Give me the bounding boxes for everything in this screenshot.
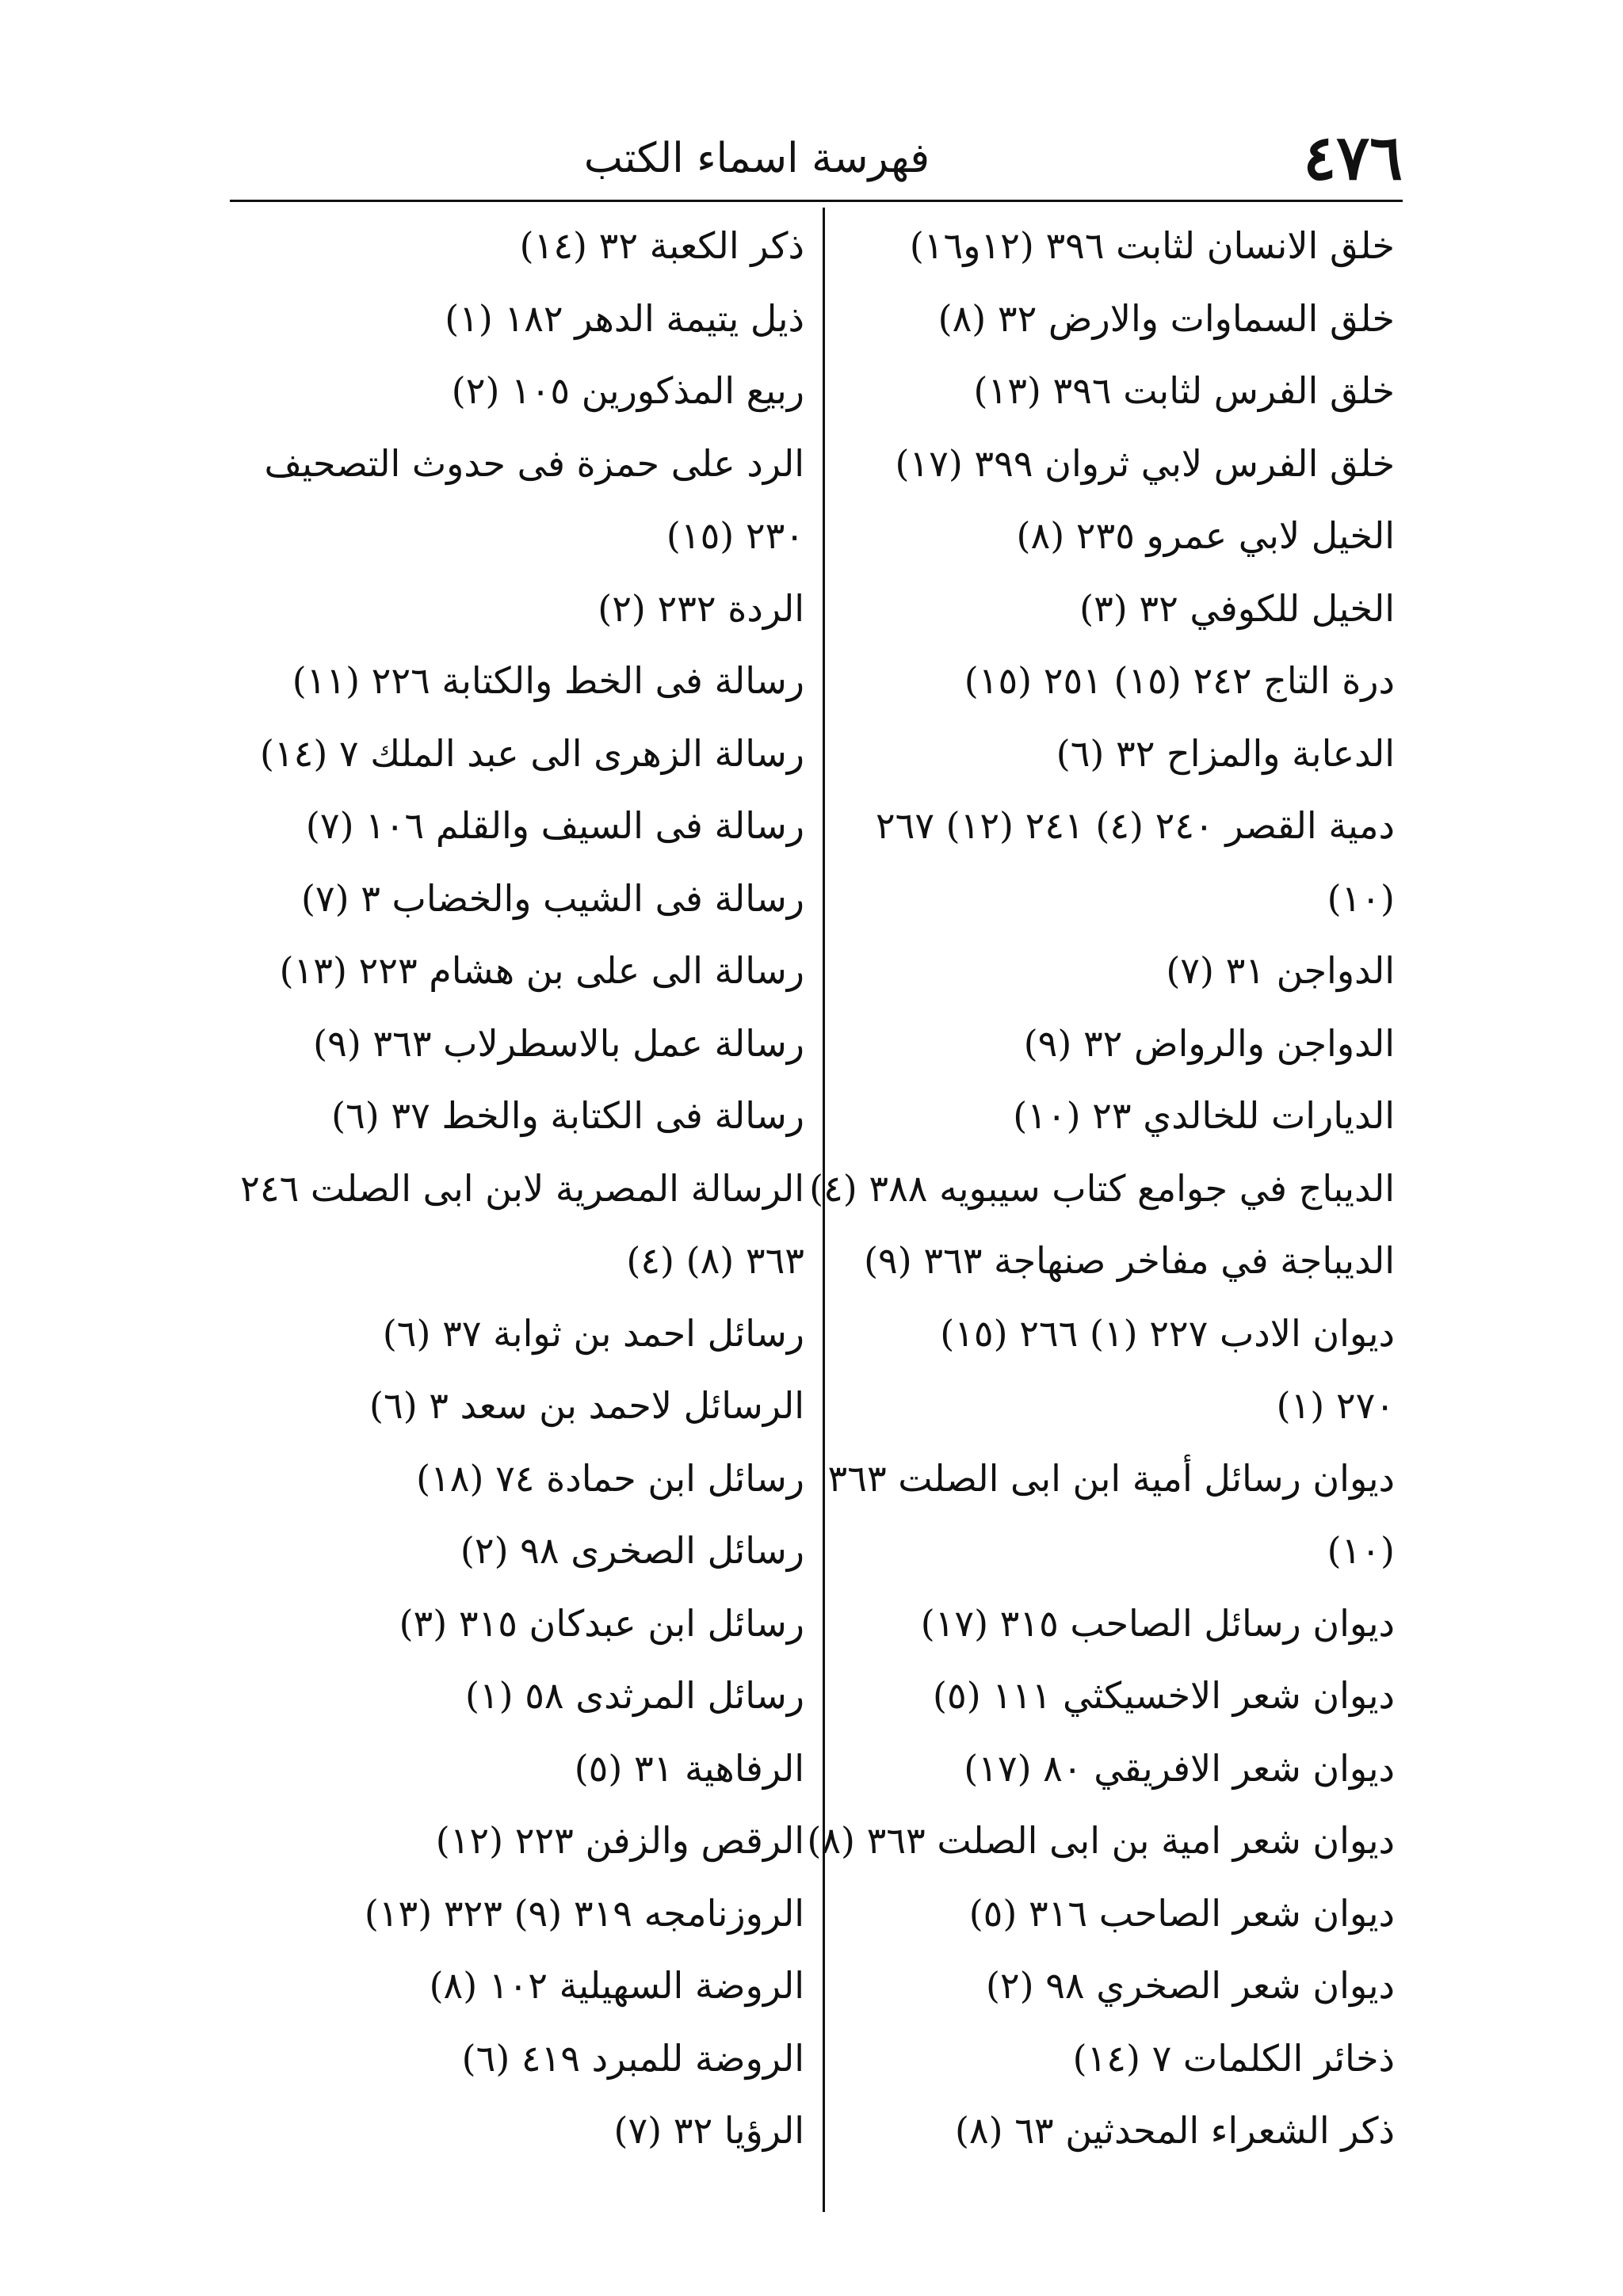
index-entry: ذكر الشعراء المحدثين ٦٣ (٨) <box>954 2109 1395 2152</box>
index-entry: الرسائل لاحمد بن سعد ٣ (٦) <box>369 1384 804 1427</box>
page-header <box>230 119 1403 198</box>
index-entry: رسائل ابن حمادة ٧٤ (١٨) <box>416 1456 804 1500</box>
index-entry: الرسالة المصرية لابن ابى الصلت ٢٤٦ <box>240 1166 804 1210</box>
index-entry: الردة ٢٣٢ (٢) <box>598 586 804 630</box>
index-entry: الدواجن والرواض ٣٢ (٩) <box>1023 1021 1395 1065</box>
index-entry: الرقص والزفن ٢٢٣ (١٢) <box>435 1819 804 1862</box>
index-entry: الرد على حمزة فى حدوث التصحيف <box>264 441 804 485</box>
index-entry: خلق الفرس لثابت ٣٩٦ (١٣) <box>973 369 1395 412</box>
index-entry: الرفاهية ٣١ (٥) <box>574 1746 804 1790</box>
index-entry: ديوان رسائل الصاحب ٣١٥ (١٧) <box>920 1601 1395 1645</box>
index-entry: ديوان شعر الاخسيكثي ١١١ (٥) <box>933 1674 1395 1717</box>
index-entry: رسالة فى الشيب والخضاب ٣ (٧) <box>300 876 804 920</box>
index-entry: الديباجة في مفاخر صنهاجة ٣٦٣ (٩) <box>864 1239 1395 1282</box>
index-entry: ديوان رسائل أمية ابن ابى الصلت ٣٦٣ <box>827 1456 1395 1500</box>
header-rule <box>230 200 1403 202</box>
index-entry: رسائل الصخرى ٩٨ (٢) <box>460 1529 804 1572</box>
index-entry: رسالة فى الكتابة والخط ٣٧ (٦) <box>331 1094 804 1137</box>
index-entry: رسالة الزهرى الى عبد الملك ٧ (١٤) <box>259 731 804 775</box>
index-entry: (٤) ٣٦٣ (٨) <box>626 1239 804 1282</box>
index-entry: رسالة فى الخط والكتابة ٢٢٦ (١١) <box>292 659 804 702</box>
index-entry: (١٠) <box>1327 1529 1395 1572</box>
index-entry: ٢٧٠ (١) <box>1276 1384 1395 1427</box>
index-entry: ديوان شعر امية بن ابى الصلت ٣٦٣ (٨) <box>807 1819 1395 1862</box>
index-entry: ذكر الكعبة ٣٢ (١٤) <box>519 224 804 267</box>
index-entry: رسائل احمد بن ثوابة ٣٧ (٦) <box>382 1311 804 1355</box>
index-entry: رسائل المرثدى ٥٨ (١) <box>464 1674 804 1717</box>
index-entry: دمية القصر ٢٤٠ (٤) ٢٤١ (١٢) ٢٦٧ <box>875 804 1395 847</box>
index-entry: ديوان الادب ٢٢٧ (١) ٢٦٦ (١٥) <box>940 1311 1395 1355</box>
index-entry: الروضة للمبرد ٤١٩ (٦) <box>461 2036 804 2080</box>
index-entry: خلق الانسان لثابت ٣٩٦ (١٢و١٦) <box>909 224 1395 267</box>
running-title: فهرسة اسماء الكتب <box>583 135 930 182</box>
index-entry: خلق الفرس لابي ثروان ٣٩٩ (١٧) <box>895 441 1395 485</box>
index-entry: الخيل لابي عمرو ٢٣٥ (٨) <box>1016 514 1395 557</box>
index-entry: الرؤيا ٣٢ (٧) <box>613 2109 804 2152</box>
index-entry: ذيل يتيمة الدهر ١٨٢ (١) <box>445 296 804 340</box>
index-entry: الديباج في جوامع كتاب سيبويه ٣٨٨ (٤) <box>809 1166 1395 1210</box>
index-entry: ذخائر الكلمات ٧ (١٤) <box>1072 2036 1395 2080</box>
index-entry: رسالة عمل بالاسطرلاب ٣٦٣ (٩) <box>313 1021 804 1065</box>
index-entry: رسائل ابن عبدكان ٣١٥ (٣) <box>399 1601 804 1645</box>
index-entry: رسالة فى السيف والقلم ١٠٦ (٧) <box>305 804 804 847</box>
index-entry: الدواجن ٣١ (٧) <box>1166 949 1395 992</box>
index-entry: ٢٣٠ (١٥) <box>666 514 804 557</box>
index-column-right <box>807 210 1395 2168</box>
index-entry: ربيع المذكورين ١٠٥ (٢) <box>451 369 804 412</box>
index-entry: الروزنامجه ٣١٩ (٩) ٣٢٣ (١٣) <box>364 1891 804 1935</box>
index-entry: ديوان شعر الافريقي ٨٠ (١٧) <box>964 1746 1395 1790</box>
index-entry: الديارات للخالدي ٢٣ (١٠) <box>1013 1094 1395 1137</box>
index-entry: (١٠) <box>1327 876 1395 920</box>
index-entry: خلق السماوات والارض ٣٢ (٨) <box>938 296 1395 340</box>
index-entry: الخيل للكوفي ٣٢ (٣) <box>1079 586 1395 630</box>
index-entry: ديوان شعر الصخري ٩٨ (٢) <box>985 1964 1395 2007</box>
index-entry: درة التاج ٢٤٢ (١٥) ٢٥١ (١٥) <box>964 659 1395 702</box>
index-entry: رسالة الى على بن هشام ٢٢٣ (١٣) <box>279 949 804 992</box>
index-column-left <box>230 210 804 2168</box>
index-entry: الدعابة والمزاح ٣٢ (٦) <box>1056 731 1395 775</box>
index-entry: الروضة السهيلية ١٠٢ (٨) <box>429 1964 804 2007</box>
page-number: ٤٧٦ <box>1303 122 1403 194</box>
index-entry: ديوان شعر الصاحب ٣١٦ (٥) <box>968 1891 1395 1935</box>
